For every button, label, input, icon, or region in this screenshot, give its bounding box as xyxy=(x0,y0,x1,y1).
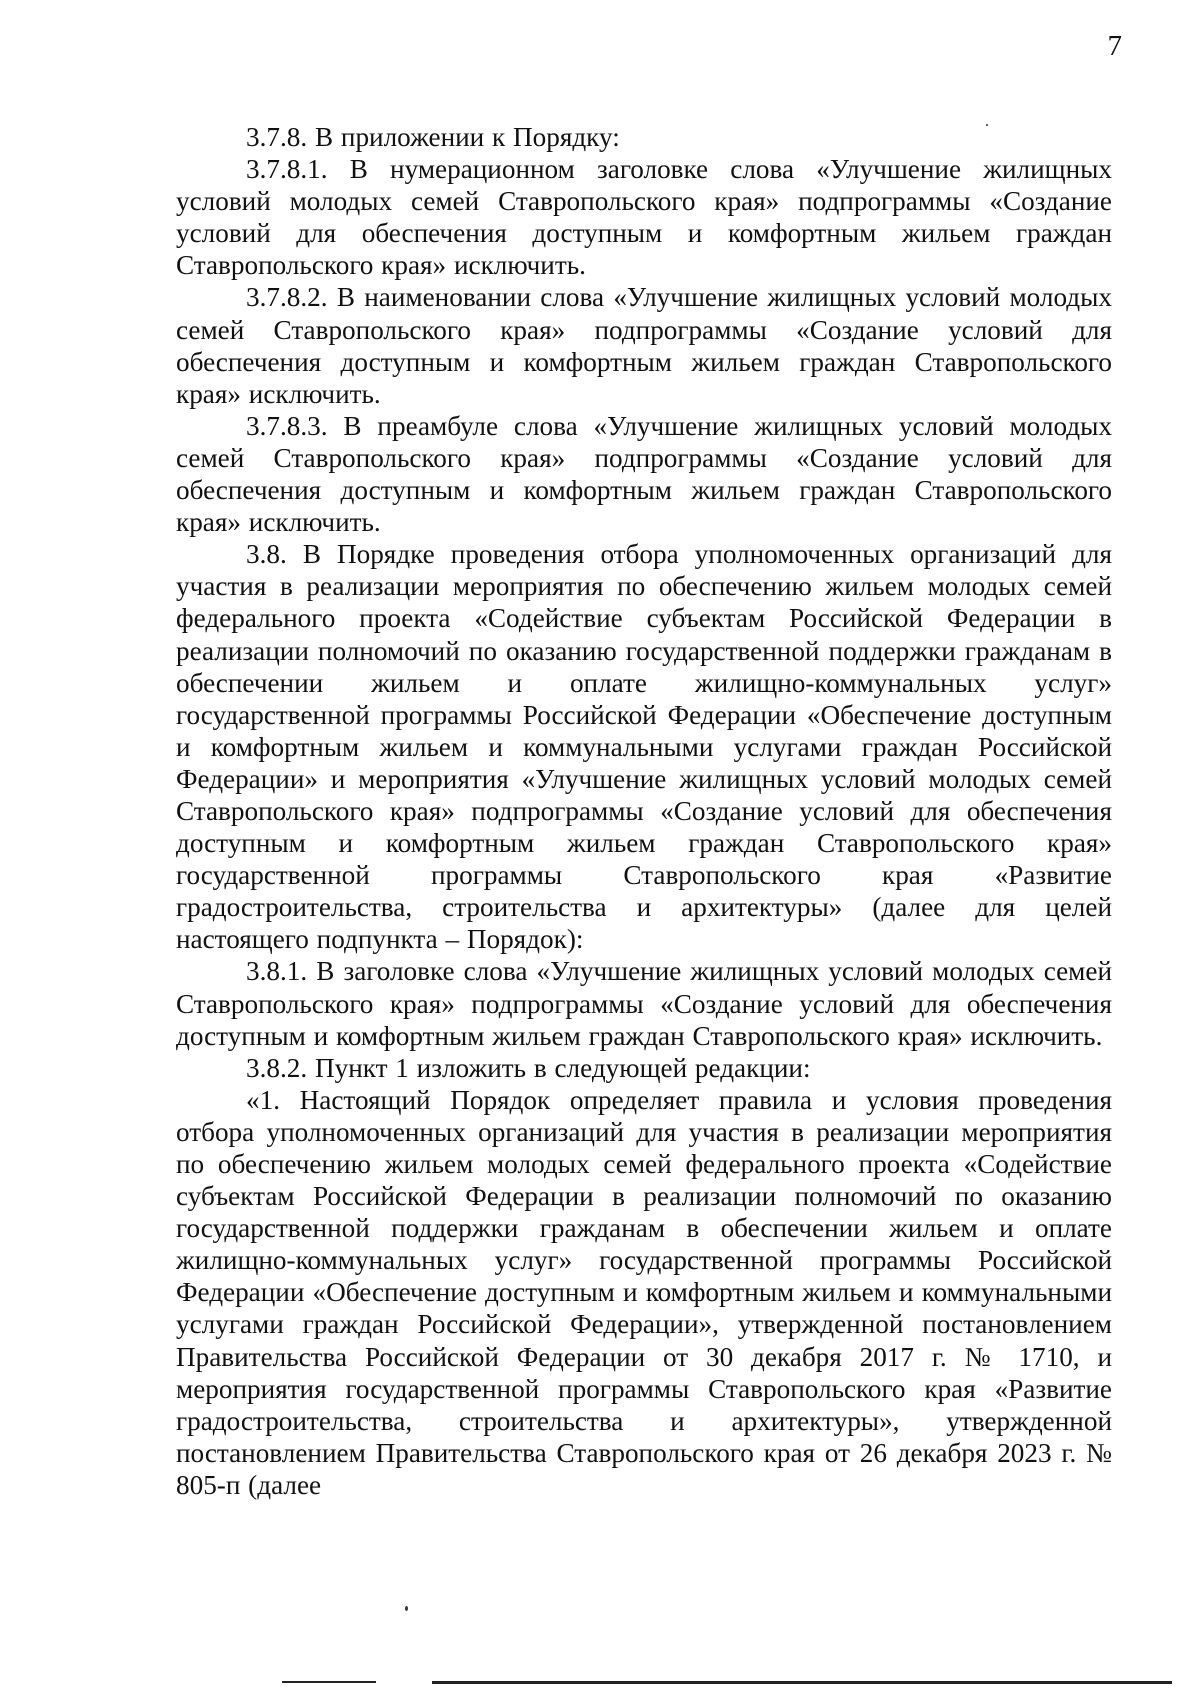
footer-rule xyxy=(0,1681,1200,1687)
document-body xyxy=(176,121,1112,1501)
scan-speck xyxy=(986,124,988,126)
scan-speck xyxy=(405,1606,408,1611)
paragraph-3-7-8-3: 3.7.8.3. В преамбуле слова «Улучшение жилищных условий молодых семей Ставропольского края» подпрограммы «Создание условий для обеспечения доступным и комфортным жильем граждан Ставропольского края» исключить. xyxy=(176,410,1112,538)
footer-line-long xyxy=(432,1681,1172,1684)
paragraph-quoted-point-1: «1. Настоящий Порядок определяет правила и условия проведения отбора уполномоченных организаций для участия в реализации мероприятия по обеспечению жильем молодых семей федерального проекта «Содействие субъектам Российской Федерации в реализации полномочий по оказанию государственной поддержки гражданам в обеспечении жильем и оплате жилищно-коммунальных услуг» государственной программы Российской Федерации «Обеспечение доступным и комфортным жильем и коммунальными услугами граждан Российской Федерации», утвержденной постановлением Правительства Российской Федерации от 30 декабря 2017 г. № 1710, и мероприятия государственной программы Ставропольского края «Развитие градостроительства, строительства и архитектуры», утвержденной постановлением Правительства Ставропольского края от 26 декабря 2023 г. № 805-п (далее xyxy=(176,1084,1112,1500)
page-number: 7 xyxy=(1107,30,1122,62)
paragraph-3-7-8: 3.7.8. В приложении к Порядку: xyxy=(246,122,620,152)
footer-line-short xyxy=(282,1681,376,1683)
paragraph-3-8-2: 3.8.2. Пункт 1 изложить в следующей редакции: xyxy=(246,1052,811,1083)
paragraph-3-8-1: 3.8.1. В заголовке слова «Улучшение жилищных условий молодых семей Ставропольского края» подпрограммы «Создание условий для обеспечения доступным и комфортным жильем граждан Ставропольского края» исключить. xyxy=(176,956,1112,1051)
paragraph-3-7-8-2: 3.7.8.2. В наименовании слова «Улучшение жилищных условий молодых семей Ставропольского края» подпрограммы «Создание условий для обеспечения доступным и комфортным жильем граждан Ставропольского края» исключить. xyxy=(176,282,1112,409)
paragraph-3-8: 3.8. В Порядке проведения отбора уполномоченных организаций для участия в реализации мероприятия по обеспечению жильем молодых семей федерального проекта «Содействие субъектам Российской Федерации в реализации полномочий по оказанию государственной поддержки гражданам в обеспечении жильем и оплате жилищно-коммунальных услуг» государственной программы Российской Федерации «Обеспечение доступным и комфортным жильем и коммунальными услугами граждан Российской Федерации» и мероприятия «Улучшение жилищных условий молодых семей Ставропольского края» подпрограммы «Создание условий для обеспечения доступным и комфортным жильем граждан Ставропольского края» государственной программы Ставропольского края «Развитие градостроительства, строительства и архитектуры» (далее для целей настоящего подпункта – Порядок): xyxy=(176,539,1112,955)
paragraph-3-7-8-1: 3.7.8.1. В нумерационном заголовке слова «Улучшение жилищных условий молодых семей Ставропольского края» подпрограммы «Создание условий для обеспечения доступным и комфортным жильем граждан Ставропольского края» исключить. xyxy=(176,154,1112,281)
